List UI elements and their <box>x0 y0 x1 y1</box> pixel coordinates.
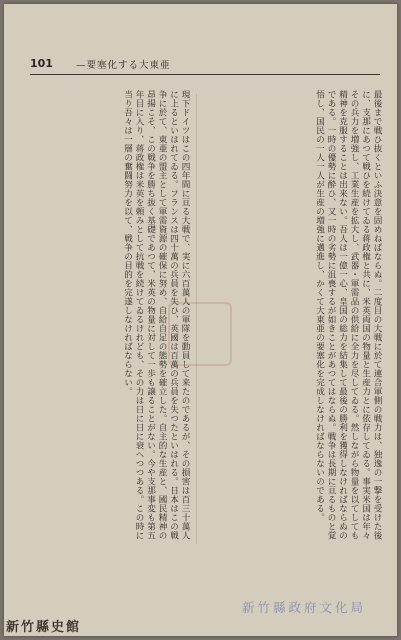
page-header <box>30 56 380 75</box>
page-number: 101 <box>30 57 53 70</box>
column-left-text: 現下ドイツはこの四年間に亘る大戦で、実に六百萬人の軍隊を動員して来たのであるが、その損害は百三十萬人に上るといはれてゐる。フランスは四十萬の兵員を失ひ、英國は百萬の兵員を失つたといはれる。日本はこの戦争に於て、東亜の盟主として軍需資源の確保に努め、自給自足の態勢を確立した。自主的な生産と、國民精神の昂揚こそ、この戦争を勝ち抜く基礎であつて、米英の物量に対して一歩も譲ることがない。今や支那事変も第五年目に入り、蒋政権は米英を頼みとして抗戦を続けてゐるけれども、その力は日に日に衰へつつある。この時に当り吾々は一層の奮闘努力を以て、戦争の目的を完遂しなければならない。 <box>122 90 190 540</box>
column-right-text: 最後まで戦ひ抜くといふ決意を固めねばならぬ。二度目の大戦に於て連合軍側の戦力は、独逸の一撃を受けた後に、支那にあつて戦ひを続けてゐる蒋政権と共に、米英両国の物量と生産力とに依存してゐる。事実米国は年々その兵力を増強し、工業生産を拡大し、武器・軍需品の供給に全力を尽してゐる。然しながら物量を以てしても精神を克服することは出来ない。吾人は一億一心、皇国の総力を結集して最後の勝利を獲得しなければならぬのである。一時の優勢に酔ひ、又一時の劣勢に沮喪するが如きことがあつてはならぬ。戦争は長期に亘るものと覚悟し、国民の一人一人が生産の増強に邁進し、かくて大東亜の要塞化を完成しなければならないのである。 <box>314 90 382 540</box>
running-title: —要塞化する大東亜 <box>76 60 171 71</box>
archive-stamp-left: 新竹縣史館 <box>6 620 82 635</box>
archive-stamp-right: 新竹縣政府文化局 <box>242 600 367 615</box>
column-gutter <box>196 94 205 544</box>
text-column-right <box>212 90 382 548</box>
page <box>4 4 397 636</box>
text-column-left <box>26 90 190 548</box>
